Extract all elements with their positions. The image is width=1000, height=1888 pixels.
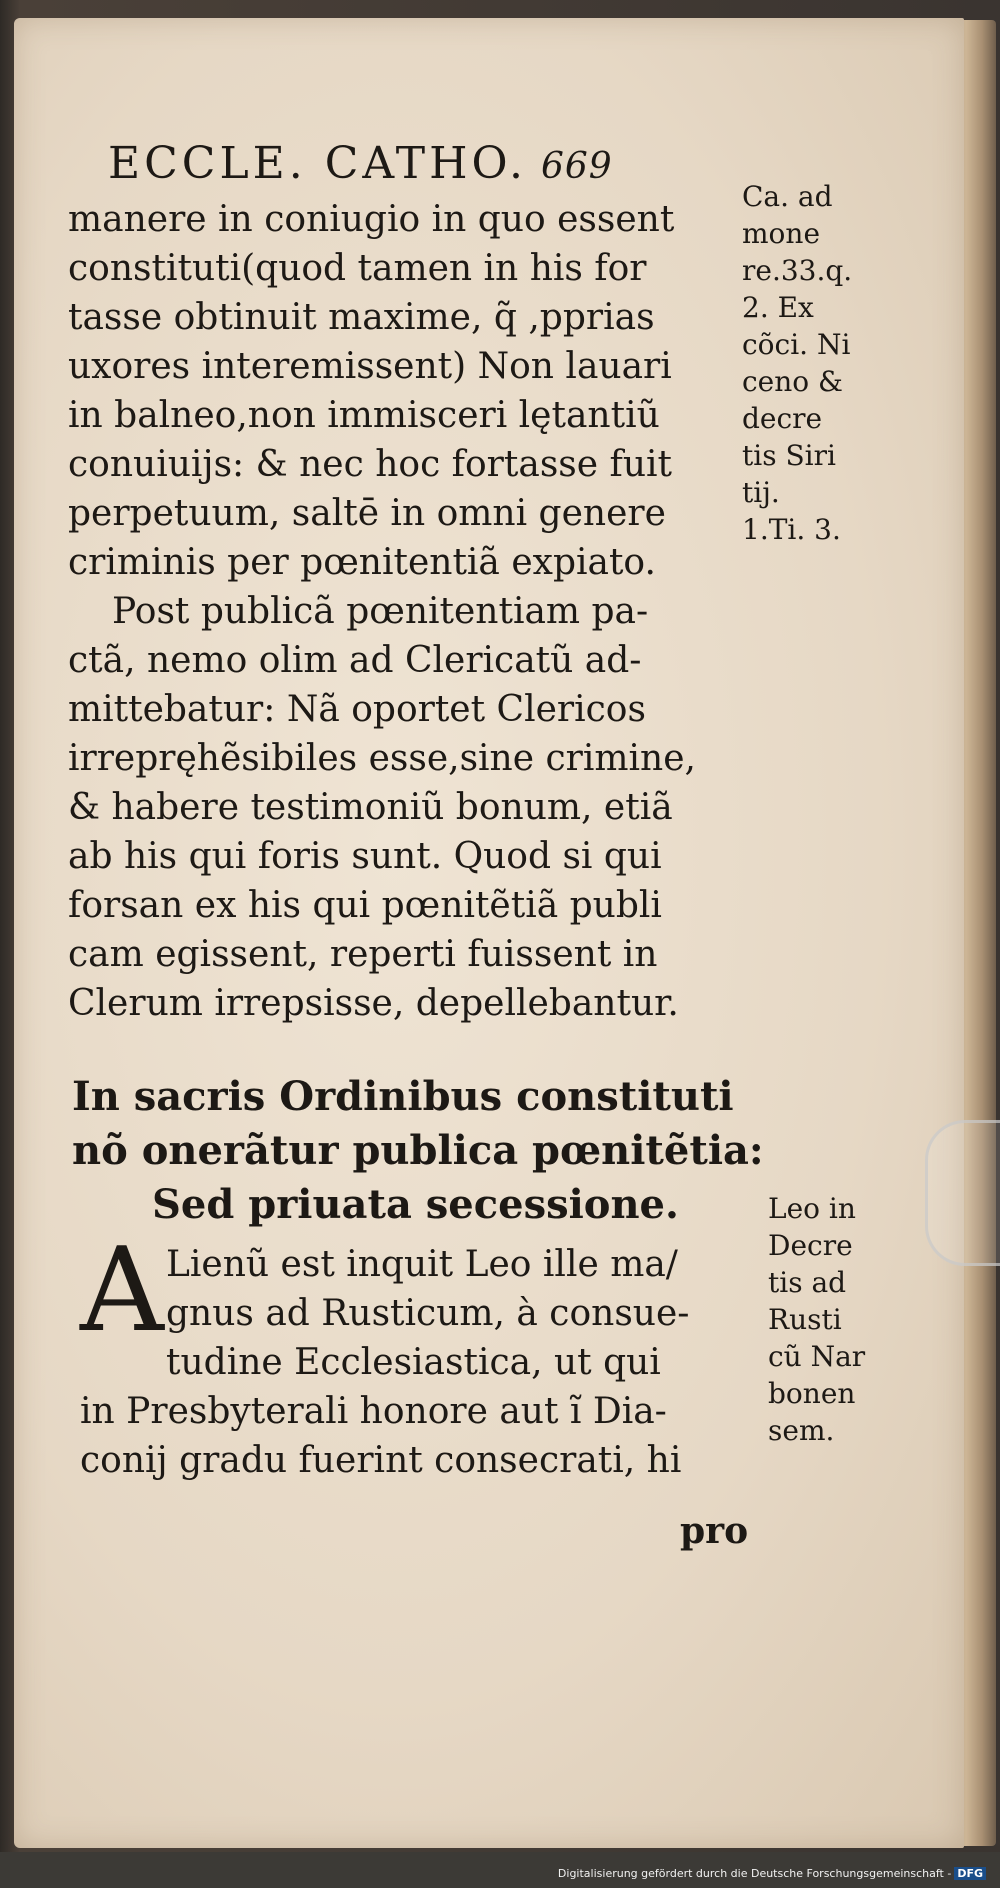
margin-line: cõci. Ni [742, 328, 851, 361]
text-line: irrepręhẽsibiles esse,sine crimine, [68, 738, 696, 779]
text-line: Lienũ est inquit Leo ille ma/ [166, 1244, 678, 1285]
margin-line: Leo in [768, 1192, 856, 1225]
dropcap-letter: A [80, 1223, 164, 1358]
text-line: in balneo,non immisceri lętantiũ [68, 395, 660, 436]
section-heading [72, 1070, 772, 1232]
margin-line: 2. Ex [742, 291, 814, 324]
heading-line: nõ onerãtur publica pœnitẽtia: [72, 1127, 764, 1174]
text-line: conuiuijs: & nec hoc fortasse fuit [68, 444, 673, 485]
page-clip [925, 1120, 1000, 1266]
text-line: in Presbyterali honore aut ĩ Dia- [80, 1391, 667, 1432]
footer-strip [0, 1852, 1000, 1888]
margin-line: bonen [768, 1377, 856, 1410]
margin-line: decre [742, 402, 823, 435]
footer-credit [558, 1867, 986, 1880]
margin-line: re.33.q. [742, 254, 853, 287]
margin-line: mone [742, 217, 821, 250]
text-line: mittebatur: Nã oportet Clericos [68, 689, 646, 730]
body-text [68, 195, 758, 1028]
margin-note-council [742, 178, 892, 548]
dfg-logo: DFG [954, 1867, 986, 1880]
running-title: ECCLE. CATHO. [108, 138, 527, 189]
margin-line: tij. [742, 476, 780, 509]
heading-line: Sed priuata secessione. [152, 1181, 679, 1228]
text-line: forsan ex his qui pœnitẽtiã publi [68, 885, 662, 926]
heading-line: In sacris Ordinibus constituti [72, 1073, 734, 1120]
text-line: tasse obtinuit maxime, q̃ ,pprias [68, 297, 655, 338]
text-line: uxores interemissent) Non lauari [68, 346, 672, 387]
catchword: pro [680, 1510, 749, 1552]
dropcap-paragraph [80, 1223, 780, 1485]
margin-line: sem. [768, 1414, 835, 1447]
text-line: ctã, nemo olim ad Clericatũ ad- [68, 640, 642, 681]
text-line: Clerum irrepsisse, depellebantur. [68, 983, 679, 1024]
margin-line: Decre [768, 1229, 853, 1262]
text-line: constituti(quod tamen in his for [68, 248, 647, 289]
margin-line: Rusti [768, 1303, 842, 1336]
text-line: criminis per pœnitentiã expiato. [68, 542, 656, 583]
text-line: manere in coniugio in quo essent [68, 199, 675, 240]
margin-note-leo [768, 1190, 898, 1449]
margin-line: ceno & [742, 365, 843, 398]
text-line: conij gradu fuerint consecrati, hi [80, 1440, 682, 1481]
running-header [108, 138, 613, 189]
text-line: Post publicã pœnitentiam pa- [112, 591, 649, 632]
page-number: 669 [541, 146, 613, 187]
margin-line: 1.Ti. 3. [742, 513, 841, 546]
text-line: gnus ad Rusticum, à consue- [166, 1293, 690, 1334]
text-line: cam egissent, reperti fuissent in [68, 934, 658, 975]
text-line: perpetuum, saltē in omni genere [68, 493, 666, 534]
margin-line: tis Siri [742, 439, 836, 472]
margin-line: Ca. ad [742, 180, 833, 213]
margin-line: cũ Nar [768, 1340, 866, 1373]
text-line: ab his qui foris sunt. Quod si qui [68, 836, 662, 877]
text-line: & habere testimoniũ bonum, etiã [68, 787, 673, 828]
credit-text: Digitalisierung gefördert durch die Deutsche Forschungsgemeinschaft - [557, 1867, 952, 1880]
text-line: tudine Ecclesiastica, ut qui [166, 1342, 661, 1383]
margin-line: tis ad [768, 1266, 847, 1299]
